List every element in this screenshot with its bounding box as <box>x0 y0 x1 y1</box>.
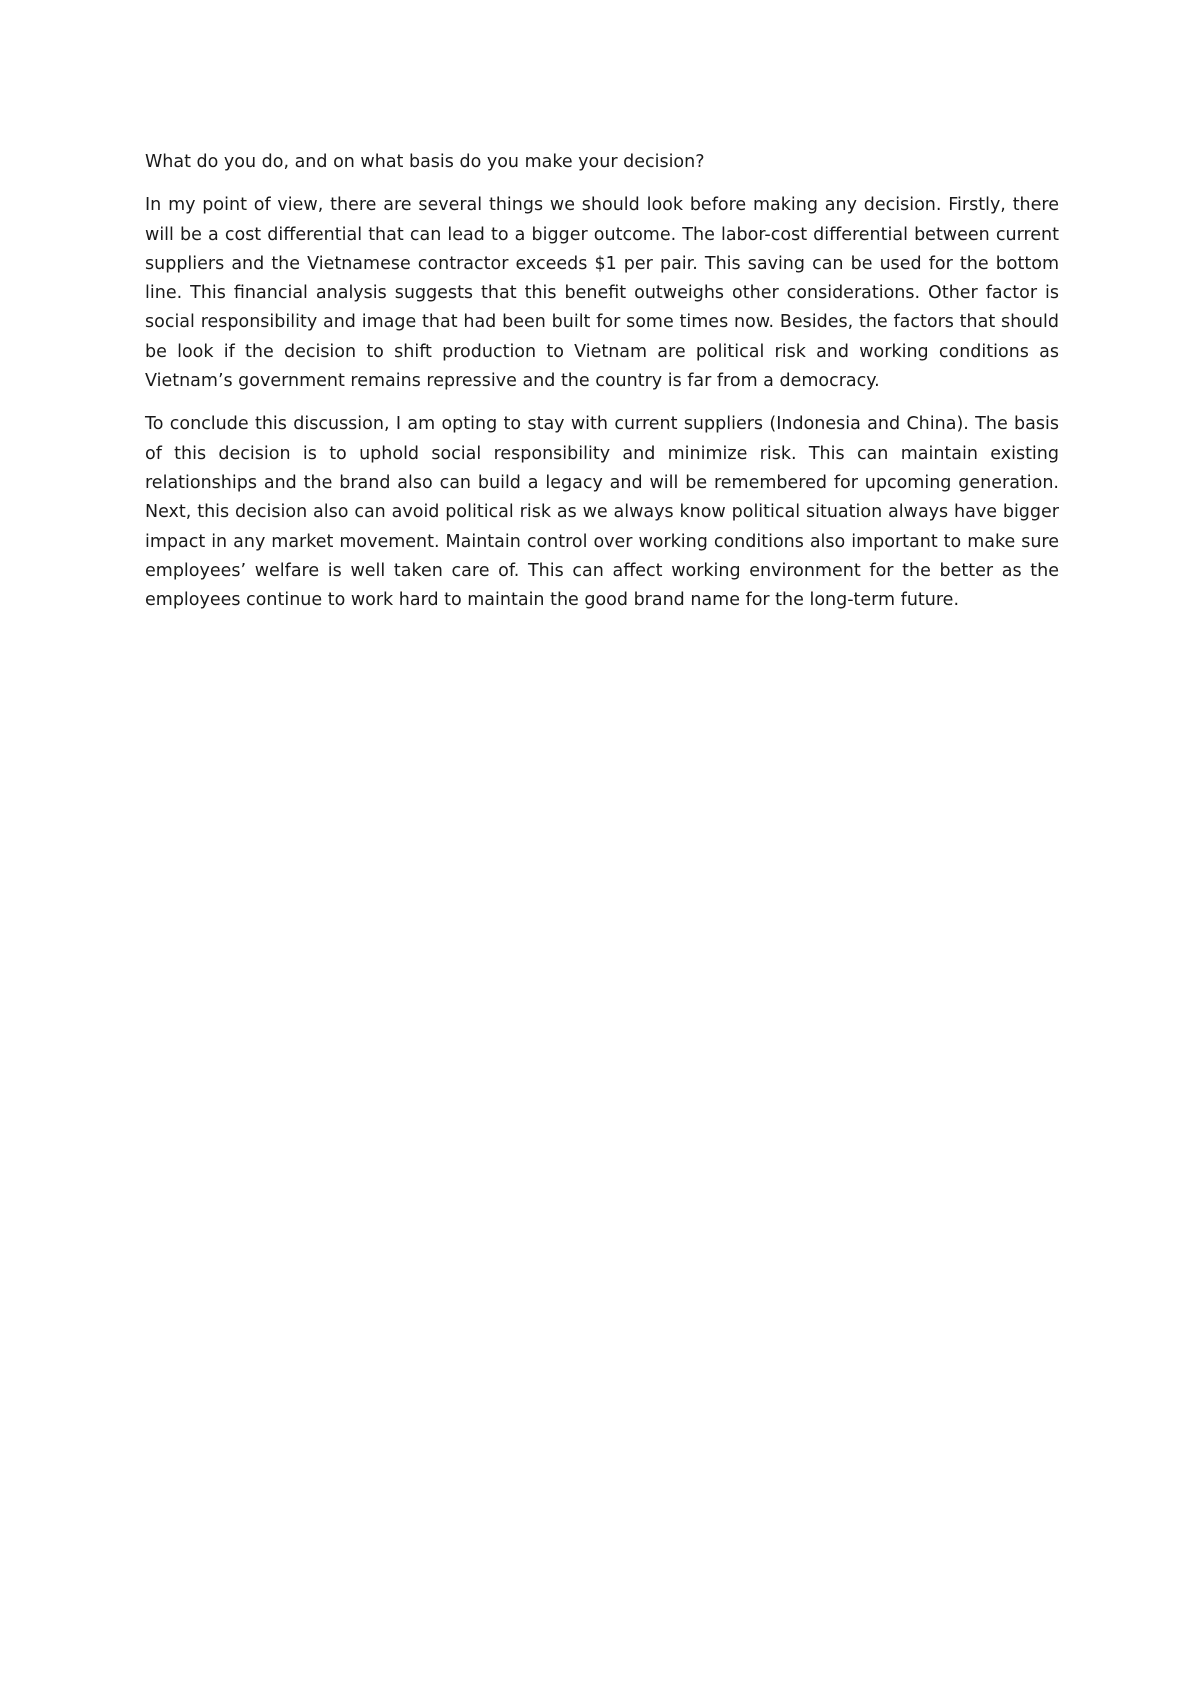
question-heading: What do you do, and on what basis do you make your decision? <box>145 152 705 172</box>
paragraph-conclusion: To conclude this discussion, I am opting to stay with current suppliers (Indonesia and China). The basis of this decision is to uphold social responsibility and minimize risk. This can maintain existing relationships and the brand also can build a legacy and will be remembered for upcoming generation. Next, this decision also can avoid political risk as we always know political situation always have bigger impact in any market movement. Maintain control over working conditions also important to make sure employees’ welfare is well taken care of. This can affect working environment for the better as the employees continue to work hard to maintain the good brand name for the long-term future. <box>145 414 1059 611</box>
document-body <box>145 148 1059 629</box>
paragraph-cost-analysis: In my point of view, there are several things we should look before making any decision. Firstly, there will be a cost differential that can lead to a bigger outcome. The labor-cost differential between current suppliers and the Vietnamese contractor exceeds $1 per pair. This saving can be used for the bottom line. This financial analysis suggests that this benefit outweighs other considerations. Other factor is social responsibility and image that had been built for some times now. Besides, the factors that should be look if the decision to shift production to Vietnam are political risk and working conditions as Vietnam’s government remains repressive and the country is far from a democracy. <box>145 195 1059 392</box>
